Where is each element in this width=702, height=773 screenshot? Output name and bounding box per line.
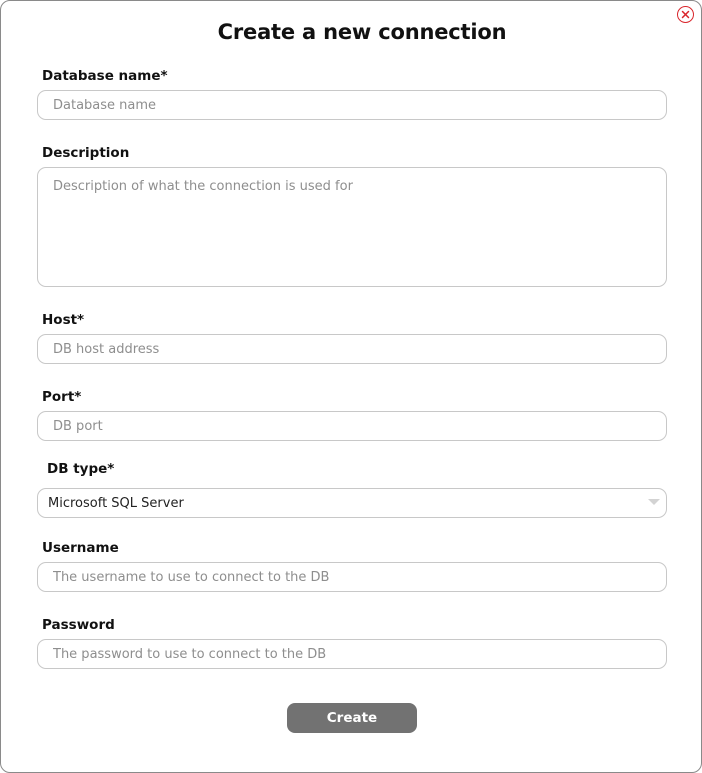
username-input[interactable] [38,563,666,591]
description-label: Description [42,145,130,161]
host-field-wrapper [37,334,667,364]
description-textarea[interactable] [38,168,666,286]
create-button[interactable]: Create [287,703,417,733]
database-name-label: Database name* [42,68,168,84]
port-field-wrapper [37,411,667,441]
port-input[interactable] [38,412,666,440]
database-name-field-wrapper [37,90,667,120]
close-icon [681,10,690,19]
chevron-down-icon [648,499,660,505]
db-type-select[interactable] [37,488,667,518]
description-field-wrapper [37,167,667,287]
password-label: Password [42,617,115,633]
modal-title: Create a new connection [217,20,507,44]
database-name-input[interactable] [38,91,666,119]
port-label: Port* [42,389,82,405]
db-type-label: DB type* [47,461,115,477]
host-input[interactable] [38,335,666,363]
password-input[interactable] [38,640,666,668]
password-field-wrapper [37,639,667,669]
host-label: Host* [42,312,85,328]
username-field-wrapper [37,562,667,592]
db-type-selected-value: Microsoft SQL Server [48,495,184,511]
username-label: Username [42,540,119,556]
